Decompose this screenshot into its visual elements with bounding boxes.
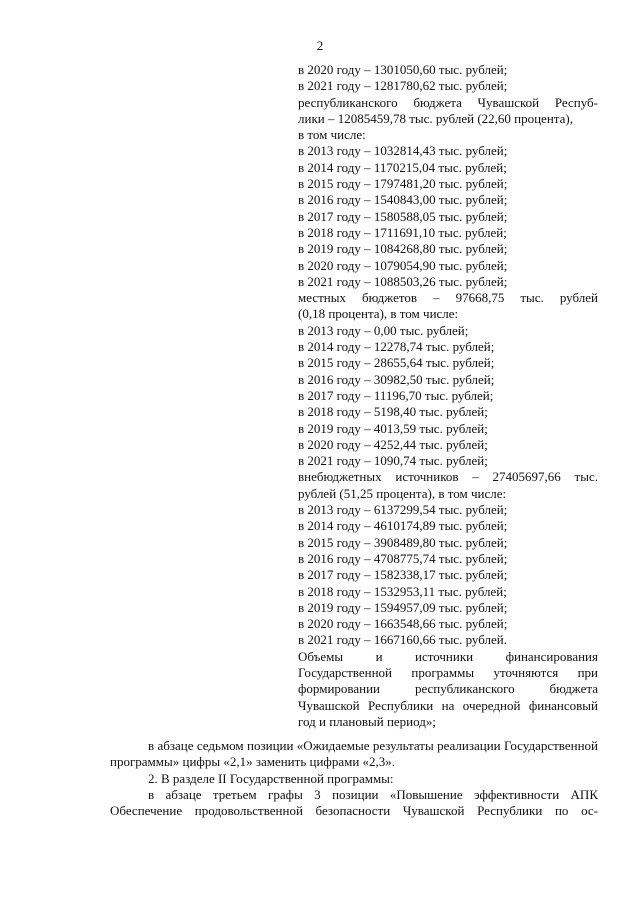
local-budget-line: (0,18 процента), в том числе: — [298, 306, 459, 322]
year-line: в 2019 году – 4013,59 тыс. рублей; — [298, 420, 488, 436]
year-line: в 2015 году – 28655,64 тыс. рублей; — [298, 355, 495, 371]
year-line: в 2017 году – 11196,70 тыс. рублей; — [298, 387, 494, 403]
extrabudgetary-line: рублей (51,25 процента), в том числе: — [298, 485, 507, 501]
republican-budget-line: в том числе: — [298, 127, 366, 143]
year-line: в 2014 году – 12278,74 тыс. рублей; — [298, 339, 495, 355]
local-budget-line: местных бюджетов – 97668,75 тыс. рублей — [298, 290, 598, 306]
paragraph-expected-results: в абзаце седьмом позиции «Ожидаемые результаты реализации Государственной программы» цифры «2,1» заменить цифрами «2,3». — [110, 738, 598, 770]
paragraph-graph3-line: в абзаце третьем графы 3 позиции «Повышение эффективности АПК — [148, 786, 598, 802]
republican-budget-line: республиканского бюджета Чувашской Респуб- — [298, 94, 598, 110]
year-line: в 2018 году – 1711691,10 тыс. рублей; — [298, 224, 507, 240]
closing-paragraph: Объемы и источники финансирования Государственной программы уточняются при формировании республиканского бюджета Чувашской Республики на очередной финансовый год и плановый период»; — [298, 648, 598, 729]
year-line: в 2013 году – 0,00 тыс. рублей; — [298, 322, 469, 338]
year-line: в 2016 году – 1540843,00 тыс. рублей; — [298, 192, 508, 208]
year-line: в 2018 году – 1532953,11 тыс. рублей; — [298, 583, 507, 599]
year-line: в 2021 году – 1667160,66 тыс. рублей. — [298, 632, 507, 648]
year-line: в 2020 году – 1301050,60 тыс. рублей; — [298, 62, 508, 77]
year-line: в 2020 году – 1079054,90 тыс. рублей; — [298, 257, 508, 273]
year-line: в 2019 году – 1594957,09 тыс. рублей; — [298, 599, 508, 615]
year-line: в 2014 году – 4610174,89 тыс. рублей; — [298, 518, 508, 534]
year-line: в 2015 году – 1797481,20 тыс. рублей; — [298, 176, 508, 192]
year-line: в 2013 году – 6137299,54 тыс. рублей; — [298, 502, 508, 518]
year-line: в 2018 году – 5198,40 тыс. рублей; — [298, 404, 488, 420]
year-line: в 2020 году – 4252,44 тыс. рублей; — [298, 436, 488, 452]
year-line: в 2017 году – 1580588,05 тыс. рублей; — [298, 208, 508, 224]
paragraph-section-ii: 2. В разделе II Государственной программы: — [148, 770, 394, 786]
year-line: в 2016 году – 4708775,74 тыс. рублей; — [298, 550, 508, 566]
year-line: в 2021 году – 1090,74 тыс. рублей; — [298, 453, 488, 469]
amendment-text — [110, 738, 598, 819]
republican-budget-line: лики – 12085459,78 тыс. рублей (22,60 процента), — [298, 110, 573, 126]
year-line: в 2013 году – 1032814,43 тыс. рублей; — [298, 143, 508, 159]
page-number: 2 — [316, 38, 324, 53]
year-line: в 2021 году – 1281780,62 тыс. рублей; — [298, 78, 508, 94]
year-line: в 2016 году – 30982,50 тыс. рублей; — [298, 371, 495, 387]
extrabudgetary-line: внебюджетных источников – 27405697,66 тыс. — [298, 469, 598, 485]
year-line: в 2021 году – 1088503,26 тыс. рублей; — [298, 273, 508, 289]
year-line: в 2014 году – 1170215,04 тыс. рублей; — [298, 159, 507, 175]
financing-block — [298, 62, 598, 730]
paragraph-graph3-line: Обеспечение продовольственной безопасности Чувашской Республики по ос- — [110, 803, 598, 819]
year-line: в 2015 году – 3908489,80 тыс. рублей; — [298, 534, 508, 550]
year-line: в 2019 году – 1084268,80 тыс. рублей; — [298, 241, 508, 257]
year-line: в 2017 году – 1582338,17 тыс. рублей; — [298, 567, 508, 583]
year-line: в 2020 году – 1663548,66 тыс. рублей; — [298, 616, 508, 632]
